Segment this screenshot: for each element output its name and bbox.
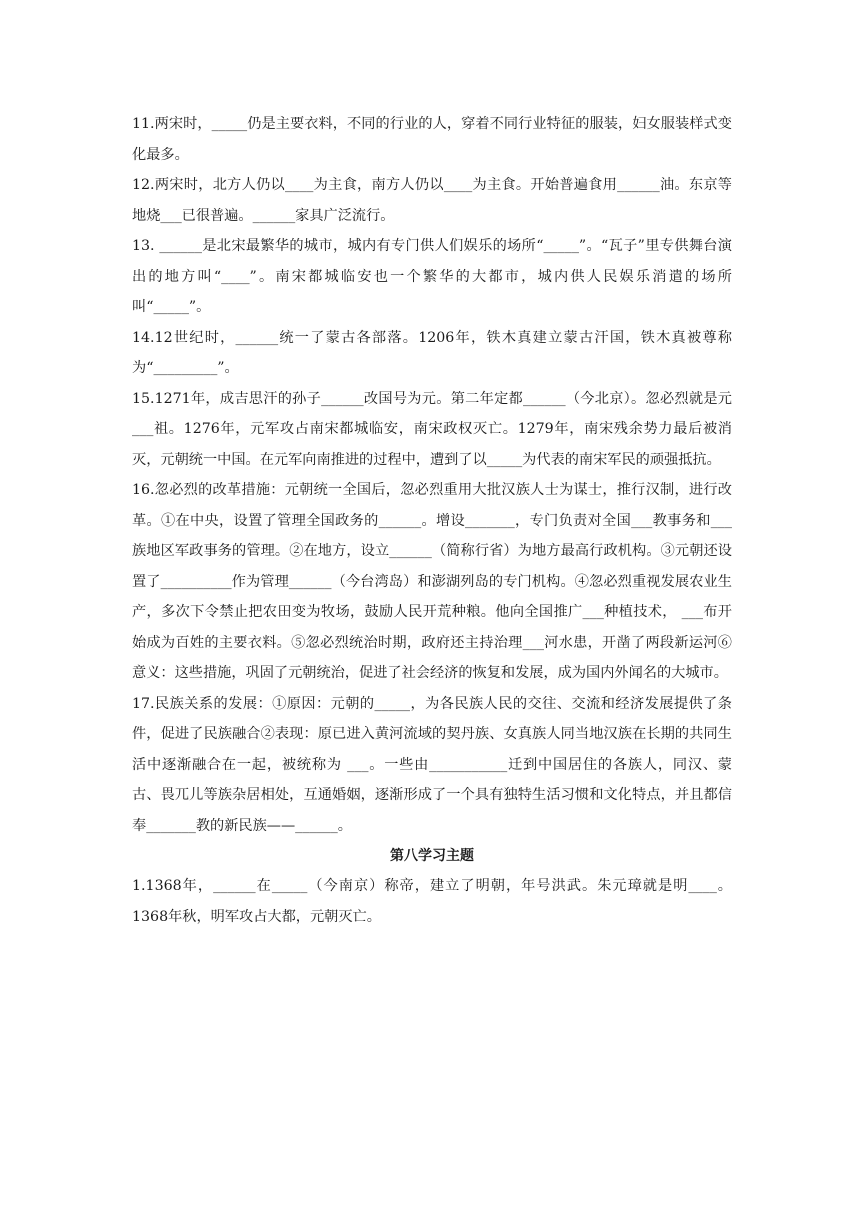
- question-11: 11.两宋时，_____仍是主要衣料，不同的行业的人，穿着不同行业特征的服装，妇女服装样式变化最多。: [132, 116, 732, 163]
- document-page: [132, 109, 732, 932]
- question-14: 14.12世纪时，______统一了蒙古各部落。1206年，铁木真建立蒙古汗国，铁木真被尊称为“_________”。: [132, 329, 732, 376]
- question-15: 15.1271年，成吉思汗的孙子______改国号为元。第二年定都______（今北京）。忽必烈就是元___祖。1276年，元军攻占南宋都城临安，南宋政权灭亡。1279年，南宋残余势力最后被消灭，元朝统一中国。在元军向南推进的过程中，遭到了以_____为代表的南宋军民的顽强抵抗。: [132, 390, 732, 468]
- question-17: 17.民族关系的发展：①原因：元朝的_____，为各民族人民的交往、交流和经济发展提供了条件，促进了民族融合②表现：原已进入黄河流域的契丹族、女真族人同当地汉族在长期的共同生活中逐渐融合在一起，被统称为 ___。一些由___________迁到中国居住的各族人，同汉、蒙古、畏兀儿等族杂居相处，互通婚姻，逐渐形成了一个具有独特生活习惯和文化特点，并且都信奉_______教的新民族——______。: [132, 695, 732, 834]
- section-heading: 第八学习主题: [390, 848, 474, 864]
- question-12: 12.两宋时，北方人仍以____为主食，南方人仍以____为主食。开始普遍食用______油。东京等地烧___已很普遍。______家具广泛流行。: [132, 177, 732, 224]
- question-13: 13. ______是北宋最繁华的城市，城内有专门供人们娱乐的场所“_____”。“瓦子”里专供舞台演出的地方叫“____”。南宋都城临安也一个繁华的大都市，城内供人民娱乐消遣的场所叫“_____”。: [132, 238, 732, 315]
- question-16: 16.忽必烈的改革措施：元朝统一全国后，忽必烈重用大批汉族人士为谋士，推行汉制，进行改革。①在中央，设置了管理全国政务的______。增设_______，专门负责对全国___教事务和___族地区军政事务的管理。②在地方，设立______（简称行省）为地方最高行政机构。③元朝还设置了__________作为管理______（今台湾岛）和澎湖列岛的专门机构。④忽必烈重视发展农业生产，多次下令禁止把农田变为牧场，鼓励人民开荒种粮。他向全国推广___种植技术， ___布开始成为百姓的主要衣料。⑤忽必烈统治时期，政府还主持治理___河水患，开凿了两段新运河⑥意义：这些措施，巩固了元朝统治，促进了社会经济的恢复和发展，成为国内外闻名的大城市。: [132, 482, 732, 681]
- question-8-1: 1.1368年，______在_____（今南京）称帝，建立了明朝，年号洪武。朱元璋就是明____。1368年秋，明军攻占大都，元朝灭亡。: [132, 878, 732, 925]
